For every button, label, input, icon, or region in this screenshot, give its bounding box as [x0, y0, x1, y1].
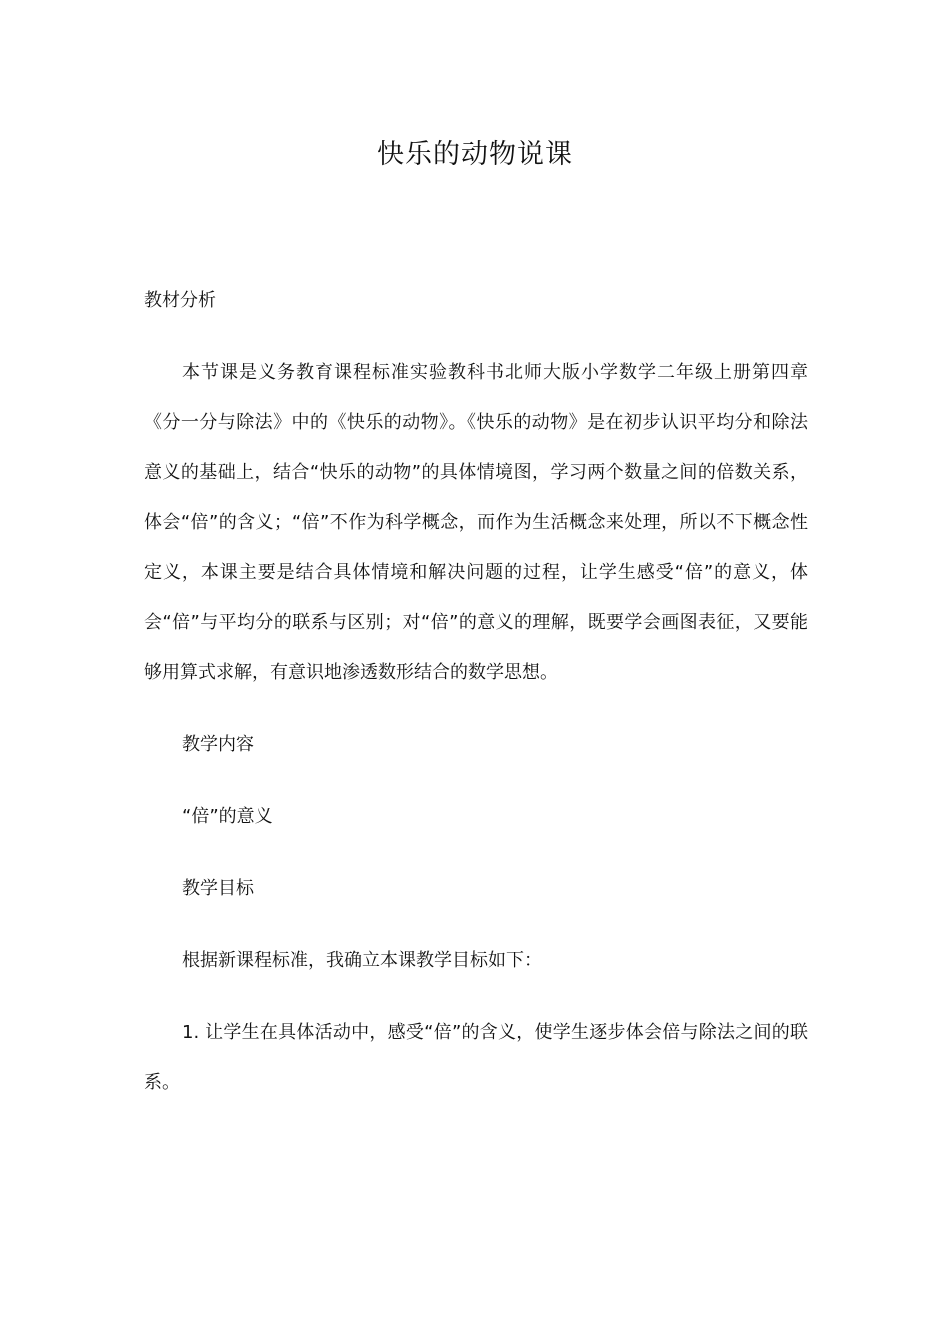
section-heading-teaching-content: 教学内容 — [182, 734, 254, 755]
document-title: 快乐的动物说课 — [377, 139, 573, 170]
section-heading-teaching-goals: 教学目标 — [182, 878, 254, 899]
paragraph-material-analysis: 本节课是义务教育课程标准实验教科书北师大版小学数学二年级上册第四章《分一分与除法》中的《快乐的动物》。《快乐的动物》是在初步认识平均分和除法意义的基础上，结合“快乐的动物”的具体情境图，学习两个数量之间的倍数关系，体会“倍”的含义；“倍”不作为科学概念，而作为生活概念来处理，所以不下概念性定义，本课主要是结合具体情境和解决问题的过程，让学生感受“倍”的意义，体会“倍”与平均分的联系与区别；对“倍”的意义的理解，既要学会画图表征，又要能够用算式求解，有意识地渗透数形结合的数学思想。 — [144, 362, 808, 683]
section-heading-material-analysis: 教材分析 — [144, 290, 216, 311]
teaching-goals-intro: 根据新课程标准，我确立本课教学目标如下： — [182, 950, 542, 971]
teaching-goal-1: 1. 让学生在具体活动中，感受“倍”的含义，使学生逐步体会倍与除法之间的联系。 — [144, 1022, 808, 1093]
document-body — [144, 276, 808, 1108]
teaching-content-text: “倍”的意义 — [182, 806, 273, 827]
